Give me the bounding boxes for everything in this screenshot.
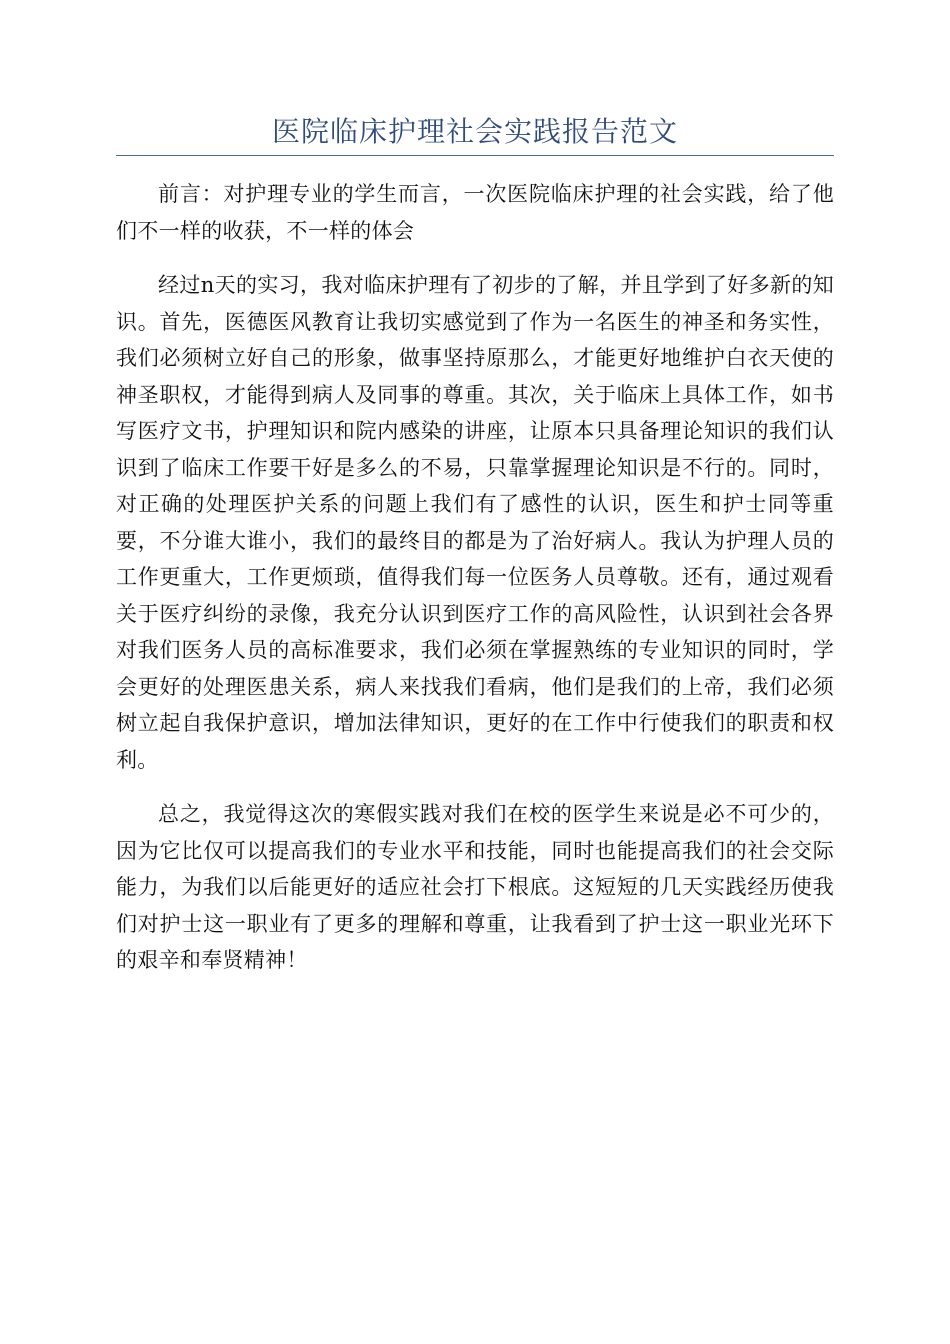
title-underline: [116, 155, 834, 156]
document-body: [116, 176, 834, 997]
paragraph-preface: 前言：对护理专业的学生而言，一次医院临床护理的社会实践，给了他们不一样的收获，不一样的体会: [116, 182, 834, 243]
paragraph-main: 经过n天的实习，我对临床护理有了初步的了解，并且学到了好多新的知识。首先，医德医风教育让我切实感觉到了作为一名医生的神圣和务实性，我们必须树立好自己的形象，做事坚持原那么，才能更好地维护白衣天使的神圣职权，才能得到病人及同事的尊重。其次，关于临床上具体工作，如书写医疗文书，护理知识和院内感染的讲座，让原本只具备理论知识的我们认识到了临床工作要干好是多么的不易，只靠掌握理论知识是不行的。同时，对正确的处理医护关系的问题上我们有了感性的认识，医生和护士同等重要，不分谁大谁小，我们的最终目的都是为了治好病人。我认为护理人员的工作更重大，工作更烦琐，值得我们每一位医务人员尊敬。还有，通过观看关于医疗纠纷的录像，我充分认识到医疗工作的高风险性，认识到社会各界对我们医务人员的高标准要求，我们必须在掌握熟练的专业知识的同时，学会更好的处理医患关系，病人来找我们看病，他们是我们的上帝，我们必须树立起自我保护意识，增加法律知识，更好的在工作中行使我们的职责和权利。: [116, 273, 834, 772]
paragraph-conclusion: 总之，我觉得这次的寒假实践对我们在校的医学生来说是必不可少的，因为它比仅可以提高我们的专业水平和技能，同时也能提高我们的社会交际能力，为我们以后能更好的适应社会打下根底。这短短的几天实践经历使我们对护士这一职业有了更多的理解和尊重，让我看到了护士这一职业光环下的艰辛和奉贤精神！: [116, 802, 834, 972]
page-title: 医院临床护理社会实践报告范文: [271, 115, 678, 148]
